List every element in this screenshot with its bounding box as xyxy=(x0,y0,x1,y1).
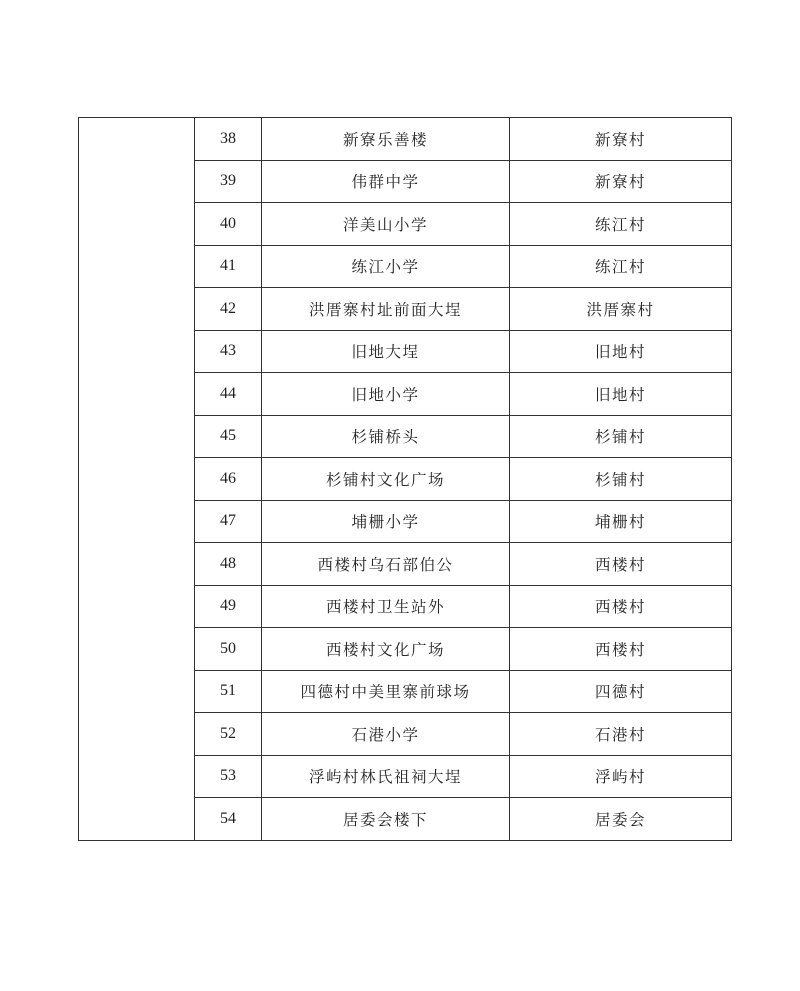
location-name: 洋美山小学 xyxy=(262,203,510,246)
location-name: 练江小学 xyxy=(262,245,510,288)
location-name: 浮屿村林氏祖祠大埕 xyxy=(262,755,510,798)
row-number: 54 xyxy=(195,798,262,841)
row-number: 45 xyxy=(195,415,262,458)
row-number: 38 xyxy=(195,118,262,161)
location-name: 西楼村卫生站外 xyxy=(262,585,510,628)
village-name: 练江村 xyxy=(510,203,732,246)
row-number: 44 xyxy=(195,373,262,416)
row-number: 43 xyxy=(195,330,262,373)
village-name: 新寮村 xyxy=(510,118,732,161)
village-name: 练江村 xyxy=(510,245,732,288)
village-name: 旧地村 xyxy=(510,330,732,373)
location-name: 居委会楼下 xyxy=(262,798,510,841)
village-name: 西楼村 xyxy=(510,628,732,671)
location-name: 旧地小学 xyxy=(262,373,510,416)
village-name: 洪厝寨村 xyxy=(510,288,732,331)
row-number: 47 xyxy=(195,500,262,543)
row-number: 49 xyxy=(195,585,262,628)
location-name: 杉铺桥头 xyxy=(262,415,510,458)
location-name: 四德村中美里寨前球场 xyxy=(262,670,510,713)
row-number: 42 xyxy=(195,288,262,331)
location-name: 新寮乐善楼 xyxy=(262,118,510,161)
location-table xyxy=(78,117,732,841)
row-number: 51 xyxy=(195,670,262,713)
row-number: 52 xyxy=(195,713,262,756)
village-name: 杉铺村 xyxy=(510,458,732,501)
location-name: 西楼村文化广场 xyxy=(262,628,510,671)
location-name: 伟群中学 xyxy=(262,160,510,203)
location-name: 杉铺村文化广场 xyxy=(262,458,510,501)
village-name: 浮屿村 xyxy=(510,755,732,798)
location-name: 西楼村乌石部伯公 xyxy=(262,543,510,586)
table-body xyxy=(79,118,732,841)
group-cell xyxy=(79,118,195,841)
village-name: 杉铺村 xyxy=(510,415,732,458)
village-name: 埔栅村 xyxy=(510,500,732,543)
village-name: 石港村 xyxy=(510,713,732,756)
village-name: 西楼村 xyxy=(510,543,732,586)
village-name: 旧地村 xyxy=(510,373,732,416)
row-number: 41 xyxy=(195,245,262,288)
village-name: 新寮村 xyxy=(510,160,732,203)
village-name: 四德村 xyxy=(510,670,732,713)
row-number: 53 xyxy=(195,755,262,798)
table-row xyxy=(79,118,732,161)
row-number: 39 xyxy=(195,160,262,203)
row-number: 50 xyxy=(195,628,262,671)
location-name: 洪厝寨村址前面大埕 xyxy=(262,288,510,331)
row-number: 48 xyxy=(195,543,262,586)
location-name: 石港小学 xyxy=(262,713,510,756)
village-name: 居委会 xyxy=(510,798,732,841)
row-number: 40 xyxy=(195,203,262,246)
location-name: 旧地大埕 xyxy=(262,330,510,373)
village-name: 西楼村 xyxy=(510,585,732,628)
location-name: 埔栅小学 xyxy=(262,500,510,543)
row-number: 46 xyxy=(195,458,262,501)
